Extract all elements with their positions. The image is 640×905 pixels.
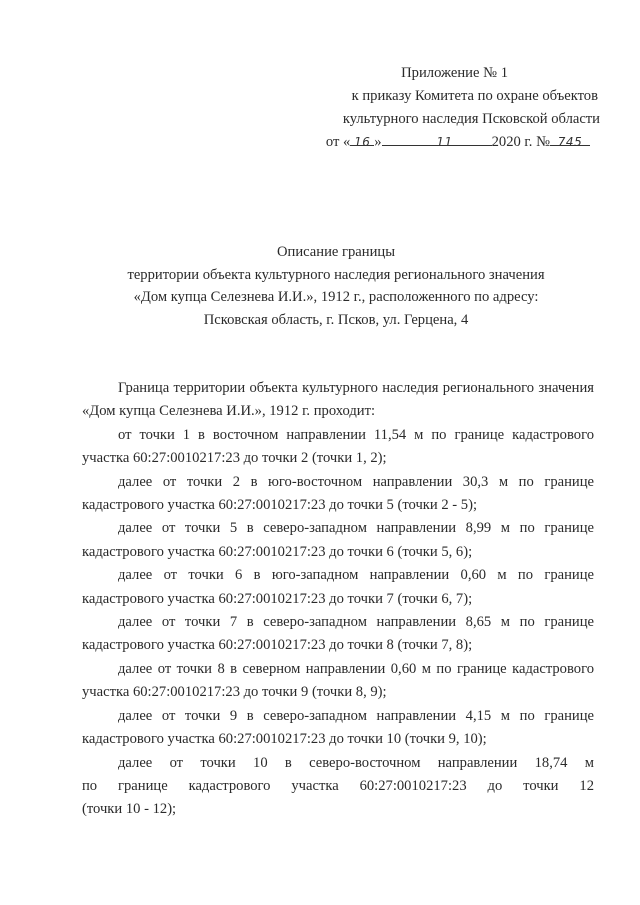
document-title	[60, 241, 612, 331]
number-field	[550, 131, 590, 149]
year-and-number-label: 2020 г. №	[491, 134, 550, 150]
boundary-segment-5: далее от точки 7 в северо-западном направлении 8,65 м по границе кадастрового участка 60:27:0010217:23 до точки 8 (точки 7, 8);	[82, 614, 594, 654]
title-line-2: территории объекта культурного наследия регионального значения	[127, 266, 545, 283]
title-line-4: Псковская область, г. Псков, ул. Герцена, 4	[203, 311, 469, 328]
segment-8-line-3: (точки 10 - 12);	[82, 801, 177, 818]
boundary-segment-1: от точки 1 в восточном направлении 11,54 м по границе кадастрового участка 60:27:0010217:23 до точки 2 (точки 1, 2);	[82, 426, 594, 467]
segment-8-line-2: по границе кадастрового участка 60:27:0010217:23 до точки 12	[82, 777, 594, 794]
title-line-1: Описание границы	[276, 244, 396, 260]
month-field	[382, 131, 456, 149]
appendix-header	[270, 62, 600, 154]
committee-line: культурного наследия Псковской области	[342, 111, 600, 127]
boundary-segment-7: далее от точки 9 в северо-западном направлении 4,15 м по границе кадастрового участка 60:27:0010217:23 до точки 10 (точки 9, 10);	[82, 707, 594, 748]
boundary-segment-6: далее от точки 8 в северном направлении 0,60 м по границе кадастрового участка 60:27:0010217:23 до точки 9 (точки 8, 9);	[82, 660, 594, 701]
order-date-line	[270, 131, 600, 154]
month-field-tail	[456, 131, 492, 146]
title-line-3: «Дом купца Селезнева И.И.», 1912 г., расположенного по адресу:	[133, 289, 539, 305]
handwritten-number: 745	[557, 135, 583, 149]
handwritten-day: 16	[354, 135, 371, 149]
date-mid: »	[374, 134, 382, 150]
boundary-segment-4: далее от точки 6 в юго-западном направлении 0,60 м по границе кадастрового участка 60:27:0010217:23 до точки 7 (точки 6, 7);	[82, 567, 594, 607]
segment-8-line-1: далее от точки 10 в северо-восточном направлении 18,74 м	[118, 754, 594, 771]
day-field	[350, 131, 374, 149]
boundary-description	[82, 377, 594, 822]
date-prefix: от «	[325, 134, 351, 150]
boundary-segment-8	[82, 752, 594, 822]
handwritten-month: 11	[436, 135, 453, 149]
intro-paragraph: Граница территории объекта культурного наследия регионального значения «Дом купца Селезнева И.И.», 1912 г. проходит:	[82, 380, 594, 420]
order-reference-line: к приказу Комитета по охране объектов	[351, 88, 598, 104]
boundary-segment-3: далее от точки 5 в северо-западном направлении 8,99 м по границе кадастрового участка 60:27:0010217:23 до точки 6 (точки 5, 6);	[82, 520, 594, 560]
boundary-segment-2: далее от точки 2 в юго-восточном направлении 30,3 м по границе кадастрового участка 60:27:0010217:23 до точки 5 (точки 2 - 5);	[82, 473, 594, 514]
appendix-number: Приложение № 1	[401, 65, 508, 81]
